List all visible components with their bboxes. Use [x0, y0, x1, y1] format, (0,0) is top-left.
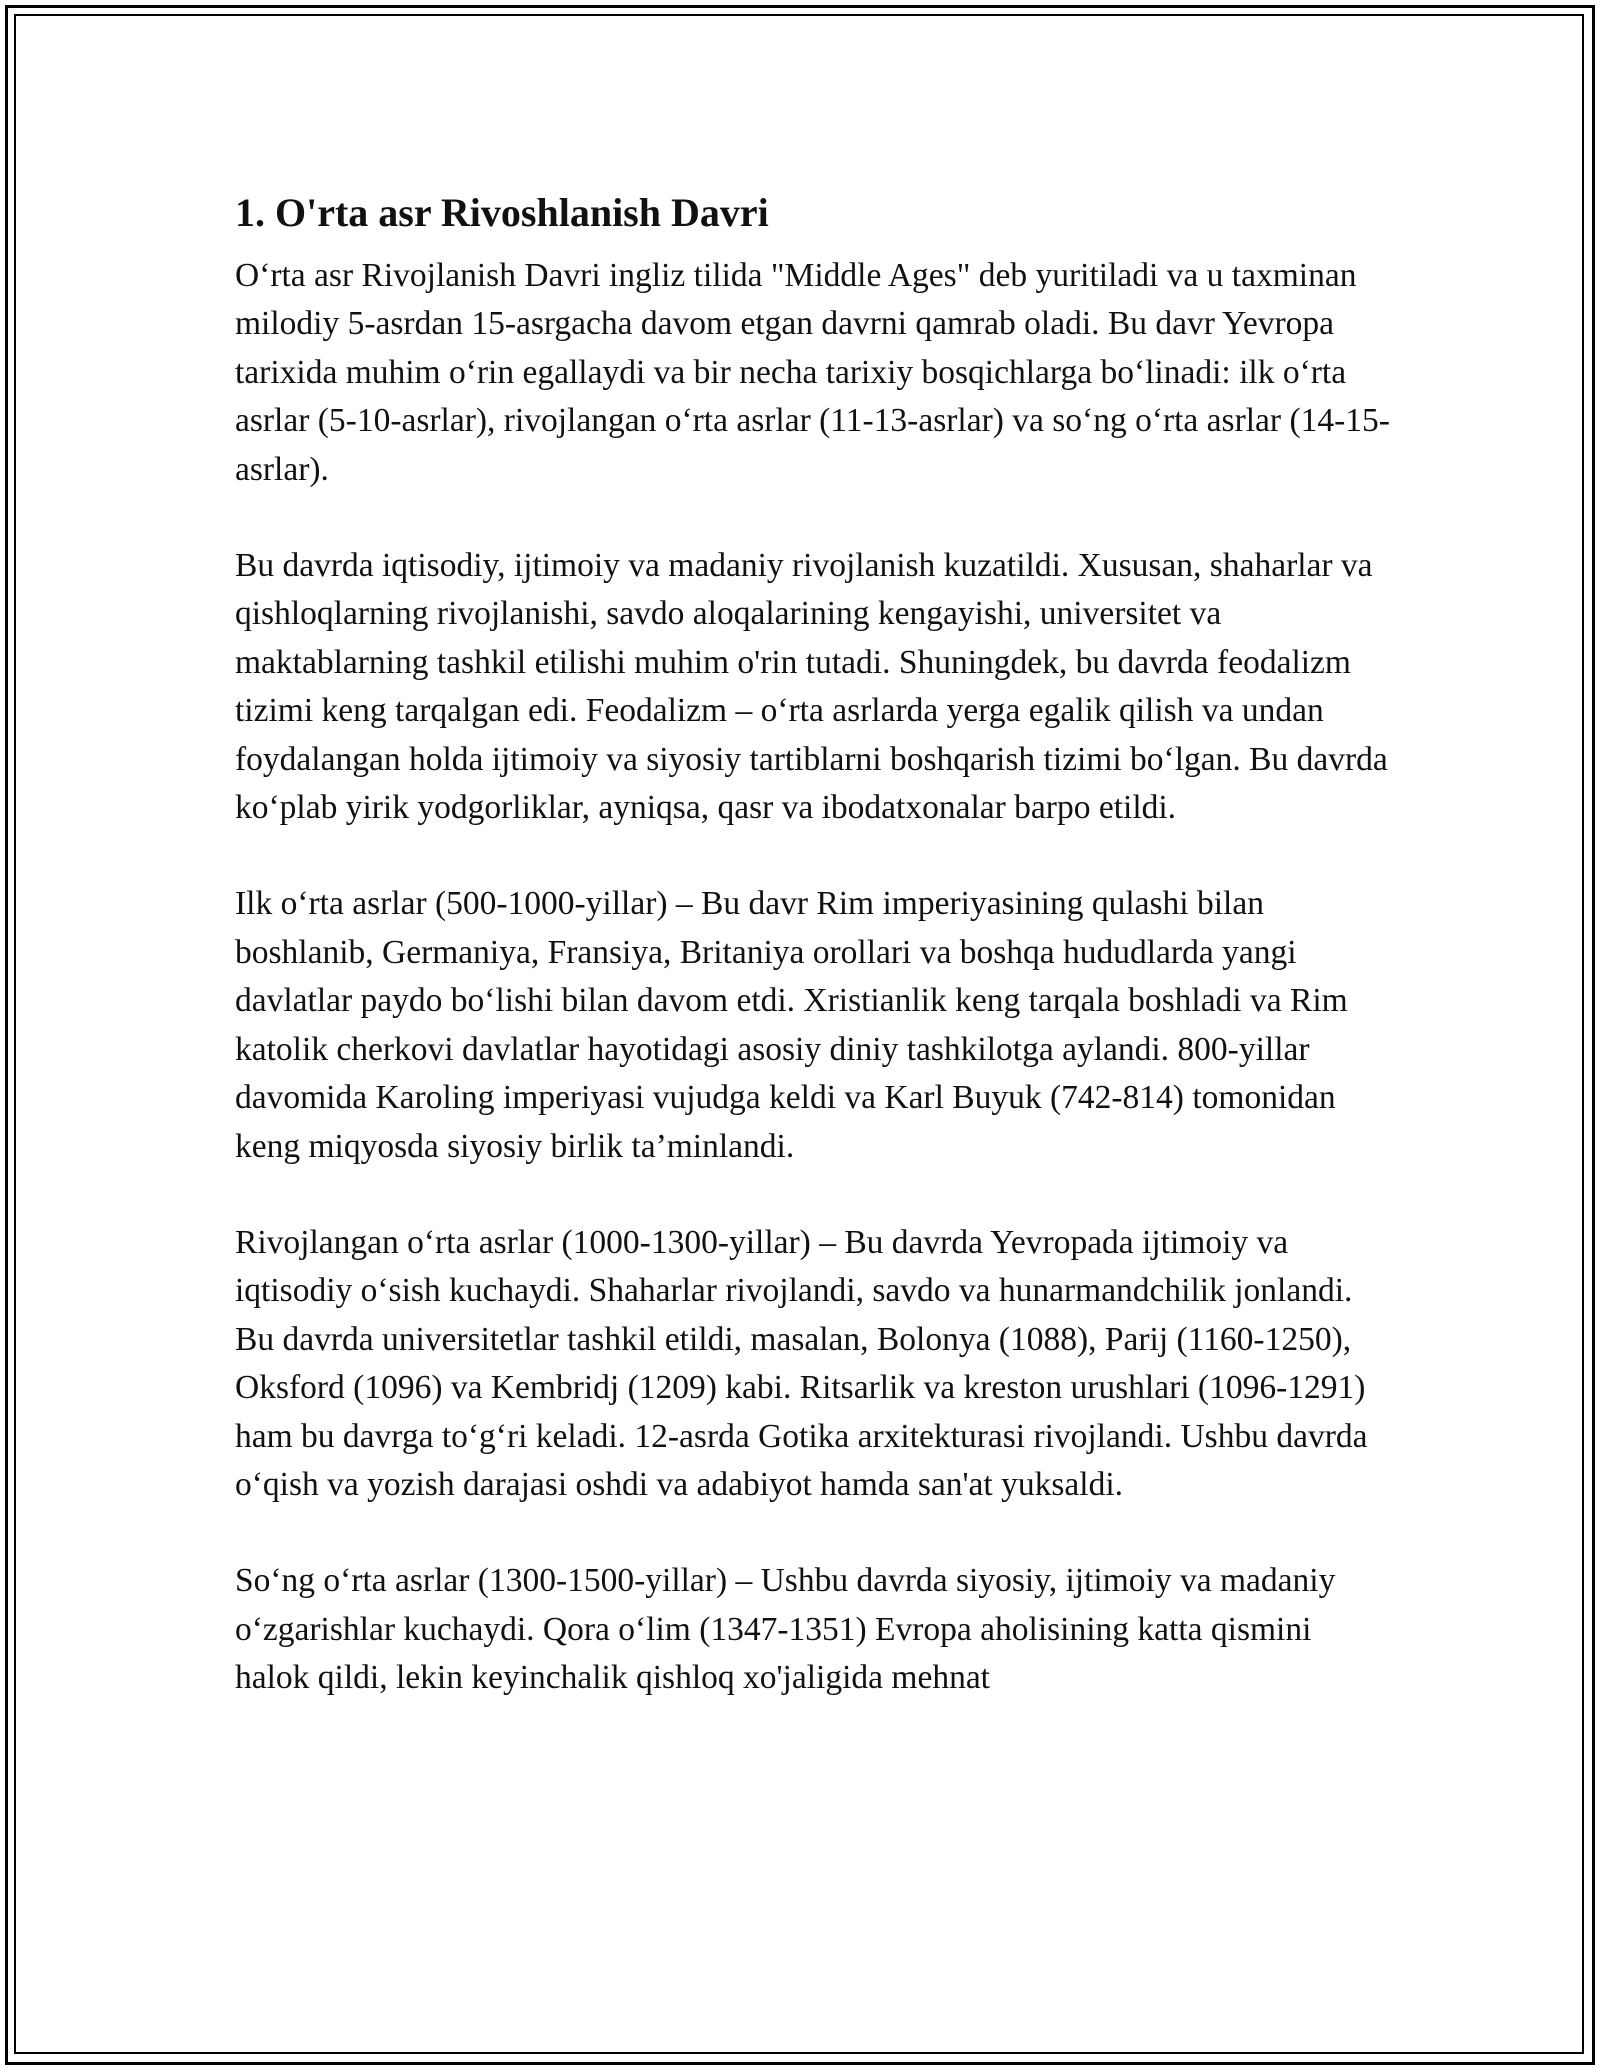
section-heading: 1. O'rta asr Rivoshlanish Davri [235, 190, 769, 235]
paragraph-development: Bu davrda iqtisodiy, ijtimoiy va madaniy rivojlanish kuzatildi. Xususan, shaharlar va qishloqlarning rivojlanishi, savdo aloqalarining kengayishi, universitet va maktablarning tashkil etilishi muhim o'rin tutadi. Shuningdek, bu davrda feodalizm tizimi keng tarqalgan edi. Feodalizm – o‘rta asrlarda yerga egalik qilish va undan foydalangan holda ijtimoiy va siyosiy tartiblarni boshqarish tizimi bo‘lgan. Bu davrda ko‘plab yirik yodgorliklar, ayniqsa, qasr va ibodatxonalar barpo etildi. [235, 547, 1388, 827]
paragraph-intro: O‘rta asr Rivojlanish Davri ingliz tilida "Middle Ages" deb yuritiladi va u taxminan milodiy 5-asrdan 15-asrgacha davom etgan davrni qamrab oladi. Bu davr Yevropa tarixida muhim o‘rin egallaydi va bir necha tarixiy bosqichlarga bo‘linadi: ilk o‘rta asrlar (5-10-asrlar), rivojlangan o‘rta asrlar (11-13-asrlar) va so‘ng o‘rta asrlar (14-15-asrlar). [235, 257, 1390, 488]
paragraph-early-middle-ages: Ilk o‘rta asrlar (500-1000-yillar) – Bu davr Rim imperiyasining qulashi bilan boshlanib, Germaniya, Fransiya, Britaniya orollari va boshqa hududlarda yangi davlatlar paydo bo‘lishi bilan davom etdi. Xristianlik keng tarqala boshladi va Rim katolik cherkovi davlatlar hayotidagi asosiy diniy tashkilotga aylandi. 800-yillar davomida Karoling imperiyasi vujudga keldi va Karl Buyuk (742-814) tomonidan keng miqyosda siyosiy birlik ta’minlandi. [235, 885, 1348, 1165]
document-body [235, 183, 1390, 1751]
paragraph-late-middle-ages: So‘ng o‘rta asrlar (1300-1500-yillar) – Ushbu davrda siyosiy, ijtimoiy va madaniy o‘zgarishlar kuchaydi. Qora o‘lim (1347-1351) Evropa aholisining katta qismini halok qildi, lekin keyinchalik qishloq xo'jaligida mehnat [235, 1562, 1336, 1697]
paragraph-high-middle-ages: Rivojlangan o‘rta asrlar (1000-1300-yillar) – Bu davrda Yevropada ijtimoiy va iqtisodiy o‘sish kuchaydi. Shaharlar rivojlandi, savdo va hunarmandchilik jonlandi. Bu davrda universitetlar tashkil etildi, masalan, Bolonya (1088), Parij (1160-1250), Oksford (1096) va Kembridj (1209) kabi. Ritsarlik va kreston urushlari (1096-1291) ham bu davrga to‘g‘ri keladi. 12-asrda Gotika arxitekturasi rivojlandi. Ushbu davrda o‘qish va yozish darajasi oshdi va adabiyot hamda san'at yuksaldi. [235, 1223, 1368, 1503]
